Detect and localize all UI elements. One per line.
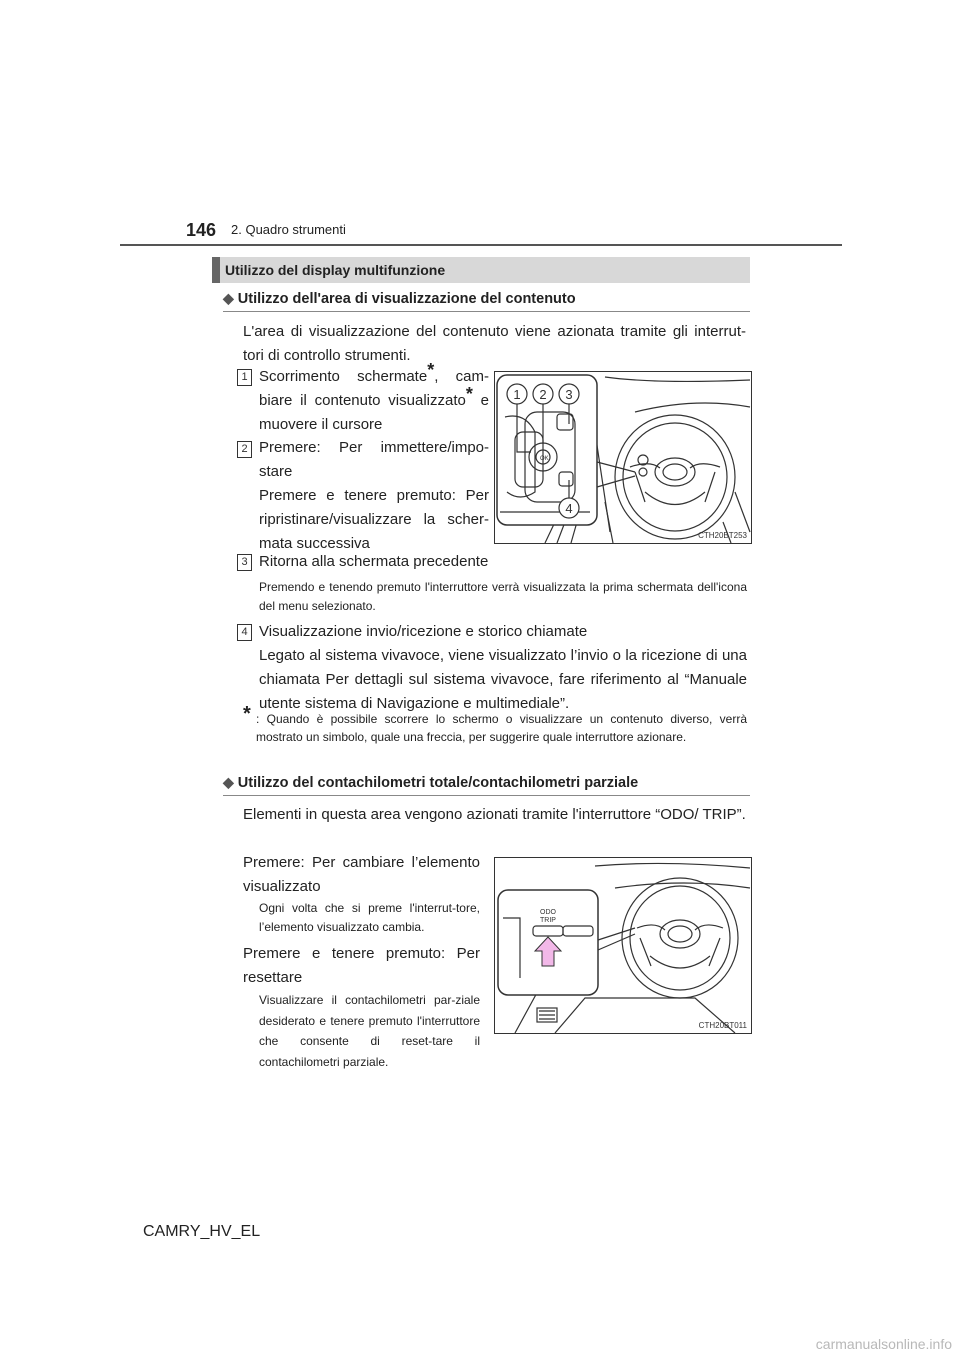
item-4-body: Legato al sistema vivavoce, viene visualizzato l’invio o la ricezione di una chiamata Per dettagli sul sistema vivavoce, fare riferimento al “Manuale utente sistema di Navigazione e multimediale”. bbox=[259, 647, 747, 712]
item-3-text: Ritorna alla schermata precedente bbox=[259, 553, 489, 570]
callout-2: 2 bbox=[539, 387, 547, 402]
figure-1-code: CTH20BT253 bbox=[698, 531, 747, 540]
steering-switch-illustration bbox=[495, 372, 751, 543]
subsection-1-title: Utilizzo dell'area di visualizzazione del contenuto bbox=[237, 291, 576, 307]
diamond-icon: ◆ bbox=[223, 290, 234, 306]
item-3-note: Premendo e tenendo premuto l'interruttore verrà visualizzata la prima schermata dell'icona del menu selezionato. bbox=[259, 580, 747, 613]
footnote-text: : Quando è possibile scorrere lo schermo o visualizzare un contenuto diverso, verrà mostrato un simbolo, quale una freccia, per suggerire quale interruttore azionare. bbox=[256, 712, 747, 744]
subsection-1-intro: L'area di visualizzazione del contenuto viene azionata tramite gli interrut-tori di controllo strumenti. bbox=[243, 323, 746, 364]
footnote-mark: * bbox=[243, 703, 251, 725]
hold-text: Premere e tenere premuto: Per resettare bbox=[243, 945, 480, 986]
item-2-hold: Premere e tenere premuto: Per ripristinare/visualizzare la scher-mata successiva bbox=[259, 487, 489, 552]
subsection-2-rule bbox=[223, 795, 750, 796]
odo-label: ODO bbox=[540, 909, 556, 916]
page-number: 146 bbox=[186, 220, 217, 240]
item-2-press: Premere: Per immettere/impo-stare bbox=[259, 439, 489, 480]
callout-1: 1 bbox=[513, 387, 521, 402]
subsection-2-intro: Elementi in questa area vengono azionati tramite l'interruttore “ODO/ TRIP”. bbox=[243, 806, 746, 823]
callout-3: 3 bbox=[565, 387, 573, 402]
section-bar bbox=[212, 257, 750, 283]
section-bar-accent bbox=[212, 257, 220, 283]
subsection-2-title: Utilizzo del contachilometri totale/contachilometri parziale bbox=[237, 775, 639, 791]
steering-switch-figure bbox=[494, 371, 752, 544]
header-rule bbox=[120, 244, 842, 246]
item-4-text: Visualizzazione invio/ricezione e storico chiamate bbox=[259, 623, 588, 640]
item-1-badge: 1 bbox=[237, 369, 252, 386]
item-2-badge: 2 bbox=[237, 441, 252, 458]
watermark: carmanualsonline.info bbox=[815, 1336, 952, 1352]
svg-text:OK: OK bbox=[540, 456, 549, 462]
subsection-2-heading bbox=[223, 774, 638, 791]
diamond-icon: ◆ bbox=[223, 774, 234, 790]
chapter-title: 2. Quadro strumenti bbox=[231, 222, 346, 237]
subsection-1-rule bbox=[223, 311, 750, 312]
item-1-text: Scorrimento schermate*, cam- biare il contenuto visualizzato* e muovere il cursore bbox=[259, 360, 489, 433]
trip-label: TRIP bbox=[540, 917, 556, 924]
section-title: Utilizzo del display multifunzione bbox=[225, 262, 446, 278]
press-text: Premere: Per cambiare l’elemento visualizzato bbox=[243, 854, 480, 895]
item-4-badge: 4 bbox=[237, 624, 252, 641]
subsection-1-heading bbox=[223, 290, 576, 307]
hold-note: Visualizzare il contachilometri par-ziale desiderato e tenere premuto l'interruttore che consente di reset-tare il contachilometri parziale. bbox=[259, 993, 480, 1069]
odo-trip-illustration bbox=[495, 858, 751, 1033]
odo-trip-figure bbox=[494, 857, 752, 1034]
item-3-badge: 3 bbox=[237, 554, 252, 571]
footer-code: CAMRY_HV_EL bbox=[143, 1223, 261, 1240]
callout-4: 4 bbox=[565, 501, 573, 516]
press-note: Ogni volta che si preme l'interrut-tore, l’elemento visualizzato cambia. bbox=[259, 901, 480, 934]
figure-2-code: CTH20BT011 bbox=[698, 1021, 747, 1030]
